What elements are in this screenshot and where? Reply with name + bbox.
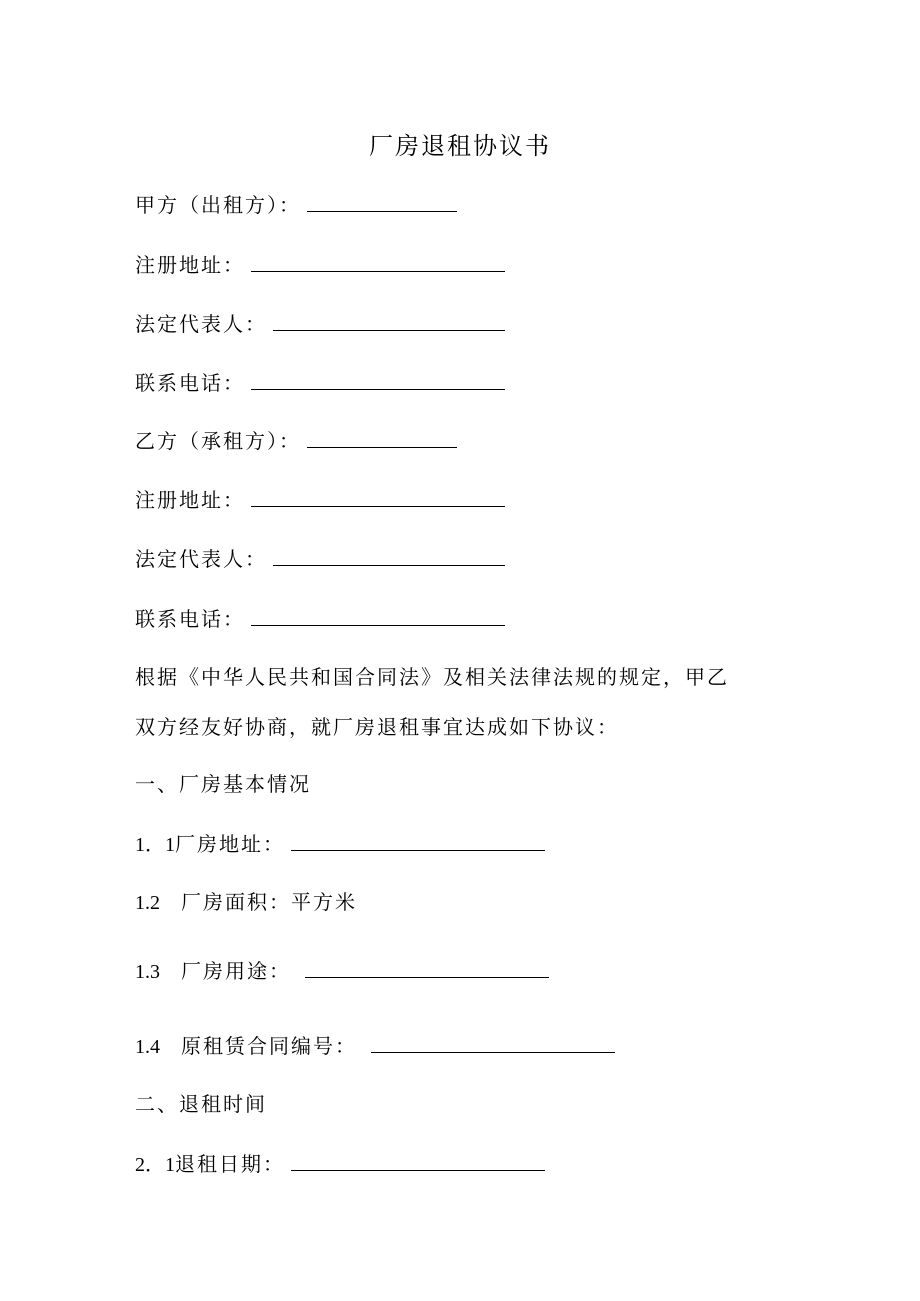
party-a-label: 甲方（出租方）：	[135, 193, 301, 217]
section-2-item-1-number: 2．1	[135, 1154, 175, 1176]
section-1-item-4-blank	[371, 1036, 615, 1053]
party-b-blank	[307, 431, 457, 448]
party-a-address-blank	[251, 255, 505, 272]
section-1-item-1-label: 厂房地址：	[175, 832, 285, 856]
section-1-item-3	[135, 956, 549, 987]
party-b-rep-blank	[273, 549, 505, 566]
section-1-item-2-number: 1.2	[135, 892, 160, 914]
party-a-rep-label: 法定代表人：	[135, 312, 267, 336]
party-a-address-line	[135, 250, 505, 280]
party-b-rep-label: 法定代表人：	[135, 547, 267, 571]
party-a-rep-line	[135, 309, 505, 339]
party-b-address-label: 注册地址：	[135, 488, 245, 512]
party-a-phone-label: 联系电话：	[135, 371, 245, 395]
section-2-item-1	[135, 1149, 545, 1180]
section-1-item-1	[135, 829, 545, 860]
party-a-blank	[307, 195, 457, 212]
section-1-item-2	[135, 887, 357, 918]
party-a-line	[135, 190, 457, 220]
party-a-phone-line	[135, 368, 505, 398]
section-1-item-4	[135, 1031, 615, 1062]
section-1-item-1-blank	[291, 834, 545, 851]
party-b-phone-label: 联系电话：	[135, 607, 245, 631]
section-1-item-2-label: 厂房面积：平方米	[181, 890, 357, 914]
party-b-rep-line	[135, 544, 505, 574]
party-b-line	[135, 426, 457, 456]
party-b-phone-line	[135, 604, 505, 634]
preamble-line-1: 根据《中华人民共和国合同法》及相关法律法规的规定，甲乙	[135, 665, 729, 689]
party-a-rep-blank	[273, 314, 505, 331]
party-b-address-blank	[251, 490, 505, 507]
section-1-item-4-number: 1.4	[135, 1036, 160, 1058]
section-1-item-1-number: 1．1	[135, 834, 175, 856]
section-1-item-3-label: 厂房用途：	[181, 959, 291, 983]
party-b-address-line	[135, 485, 505, 515]
document-title: 厂房退租协议书	[369, 132, 551, 160]
section-1-item-3-blank	[305, 961, 549, 978]
party-a-phone-blank	[251, 373, 505, 390]
section-1-heading: 一、厂房基本情况	[135, 772, 311, 796]
party-a-address-label: 注册地址：	[135, 253, 245, 277]
section-1-item-3-number: 1.3	[135, 961, 160, 983]
party-b-phone-blank	[251, 609, 505, 626]
section-2-item-1-blank	[291, 1154, 545, 1171]
section-2-heading: 二、退租时间	[135, 1092, 267, 1116]
party-b-label: 乙方（承租方）：	[135, 429, 301, 453]
section-2-item-1-label: 退租日期：	[175, 1152, 285, 1176]
section-1-item-4-label: 原租赁合同编号：	[181, 1034, 357, 1058]
preamble-line-2: 双方经友好协商，就厂房退租事宜达成如下协议：	[135, 715, 619, 739]
